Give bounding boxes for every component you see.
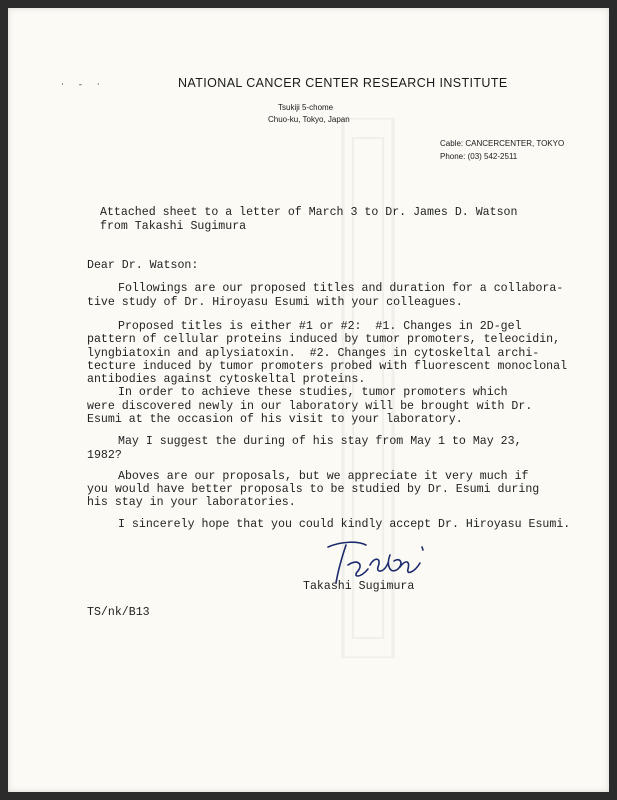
paragraph-3-line-3: Esumi at the occasion of his visit to your laboratory. (87, 413, 463, 426)
paragraph-3-line-1: In order to achieve these studies, tumor promoters which (118, 386, 508, 399)
paragraph-5-line-3: his stay in your laboratories. (87, 496, 296, 509)
paragraph-1-line-1: Followings are our proposed titles and duration for a collabora- (118, 282, 564, 295)
paragraph-5-line-1: Aboves are our proposals, but we appreciate it very much if (118, 470, 529, 483)
heading-line-1: Attached sheet to a letter of March 3 to Dr. James D. Watson (100, 206, 518, 219)
paragraph-2-line-2: pattern of cellular proteins induced by tumor promoters, teleocidin, (87, 333, 561, 346)
paragraph-1-line-2: tive study of Dr. Hiroyasu Esumi with your colleagues. (87, 296, 463, 309)
paper-specks: · - · (61, 80, 106, 90)
letterhead-phone: Phone: (03) 542-2511 (440, 152, 518, 161)
paragraph-2-line-3: lyngbiatoxin and aplysiatoxin. #2. Changes in cytoskeltal archi- (87, 347, 540, 360)
paragraph-2-line-5: antibodies against cytoskeltal proteins. (87, 373, 366, 386)
paragraph-2-line-4: tecture induced by tumor promoters probed with fluorescent monoclonal (87, 360, 568, 373)
paragraph-3-line-2: were discovered newly in our laboratory will be brought with Dr. (87, 400, 533, 413)
signature-name: Takashi Sugimura (303, 580, 415, 593)
heading-line-2: from Takashi Sugimura (100, 220, 247, 233)
letterhead-address-line2: Chuo-ku, Tokyo, Japan (268, 115, 350, 124)
letterhead-address-line1: Tsukiji 5-chome (278, 103, 334, 112)
paragraph-2-line-1: Proposed titles is either #1 or #2: #1. Changes in 2D-gel (118, 320, 522, 333)
letter-page (8, 8, 609, 792)
letterhead-cable: Cable: CANCERCENTER, TOKYO (440, 139, 565, 148)
salutation: Dear Dr. Watson: (87, 259, 199, 272)
paragraph-4-line-1: May I suggest the during of his stay from May 1 to May 23, (118, 435, 522, 448)
paragraph-4-line-2: 1982? (87, 449, 122, 462)
paragraph-6-line-1: I sincerely hope that you could kindly accept Dr. Hiroyasu Esumi. (118, 518, 571, 531)
letterhead-institute: NATIONAL CANCER CENTER RESEARCH INSTITUTE (178, 76, 508, 90)
paragraph-5-line-2: you would have better proposals to be studied by Dr. Esumi during (87, 483, 540, 496)
reference-initials: TS/nk/B13 (87, 606, 150, 619)
